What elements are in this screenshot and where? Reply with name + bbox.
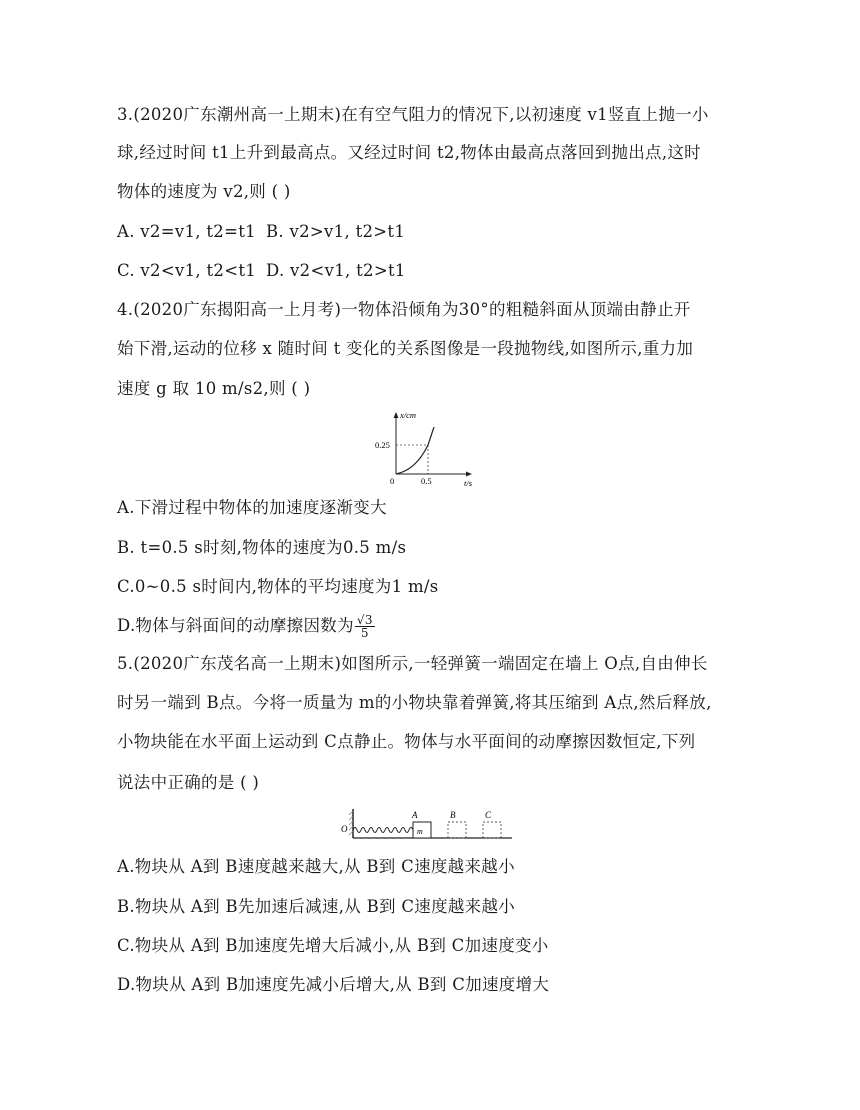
q5-stem-line-1: 5.(2020广东茂名高一上期末)如图所示,一轻弹簧一端固定在墙上 O点,自由伸长 <box>117 654 708 673</box>
q3-option-b: B. v2>v1, t2>t1 <box>266 222 406 241</box>
fraction-numerator: √3 <box>356 613 373 627</box>
q4-displacement-time-graph <box>372 408 484 488</box>
q4-stem-line-2: 始下滑,运动的位移 x 随时间 t 变化的关系图像是一段抛物线,如图所示,重力加 <box>117 339 694 358</box>
label-o: O <box>341 824 348 834</box>
y-tick-label: 0.25 <box>375 440 390 450</box>
label-a: A <box>412 810 418 820</box>
q4-stem-line-3: 速度 g 取 10 m/s2,则 ( ) <box>117 379 311 398</box>
label-b: B <box>450 810 456 820</box>
q4-option-c: C.0~0.5 s时间内,物体的平均速度为1 m/s <box>117 577 439 596</box>
q4-option-d <box>117 614 375 639</box>
fraction-denominator: 5 <box>360 626 369 640</box>
q3-option-c: C. v2<v1, t2<t1 <box>117 261 257 280</box>
q5-spring-block-figure <box>340 805 520 841</box>
spring <box>353 828 413 833</box>
q5-stem-line-4: 说法中正确的是 ( ) <box>117 773 260 792</box>
q3-option-a: A. v2=v1, t2=t1 <box>117 222 256 241</box>
q4-option-d-fraction <box>355 614 375 639</box>
block-at-b <box>448 822 466 838</box>
q4-option-a: A.下滑过程中物体的加速度逐渐变大 <box>117 498 387 517</box>
label-m: m <box>417 827 423 836</box>
label-c: C <box>485 810 492 820</box>
q3-option-d: D. v2<v1, t2>t1 <box>266 261 406 280</box>
q3-stem-line-1: 3.(2020广东潮州高一上期末)在有空气阻力的情况下,以初速度 v1竖直上抛一小 <box>117 105 709 124</box>
x-axis-arrow <box>466 472 472 477</box>
block-at-c <box>483 822 501 838</box>
y-axis-arrow <box>394 412 399 418</box>
q3-stem-line-3: 物体的速度为 v2,则 ( ) <box>117 182 291 201</box>
q5-option-b: B.物块从 A到 B先加速后减速,从 B到 C速度越来越小 <box>117 897 516 916</box>
q3-stem-line-2: 球,经过时间 t1上升到最高点。又经过时间 t2,物体由最高点落回到抛出点,这时 <box>117 143 701 162</box>
x-axis-label: t/s <box>464 478 473 488</box>
q4-option-b: B. t=0.5 s时刻,物体的速度为0.5 m/s <box>117 538 407 557</box>
origin-label: 0 <box>390 476 395 486</box>
x-tick-label: 0.5 <box>421 476 432 486</box>
q5-option-d: D.物块从 A到 B加速度先减小后增大,从 B到 C加速度增大 <box>117 975 550 994</box>
q5-option-c: C.物块从 A到 B加速度先增大后减小,从 B到 C加速度变小 <box>117 936 549 955</box>
y-axis-label: x/cm <box>400 410 417 420</box>
q5-option-a: A.物块从 A到 B速度越来越大,从 B到 C速度越来越小 <box>117 857 515 876</box>
q5-stem-line-2: 时另一端到 B点。今将一质量为 m的小物块靠着弹簧,将其压缩到 A点,然后释放, <box>117 693 712 712</box>
q4-stem-line-1: 4.(2020广东揭阳高一上月考)一物体沿倾角为30°的粗糙斜面从顶端由静止开 <box>117 300 691 319</box>
q5-stem-line-3: 小物块能在水平面上运动到 C点静止。物体与水平面间的动摩擦因数恒定,下列 <box>117 732 696 751</box>
q4-option-d-text: D.物体与斜面间的动摩擦因数为 <box>117 616 354 635</box>
